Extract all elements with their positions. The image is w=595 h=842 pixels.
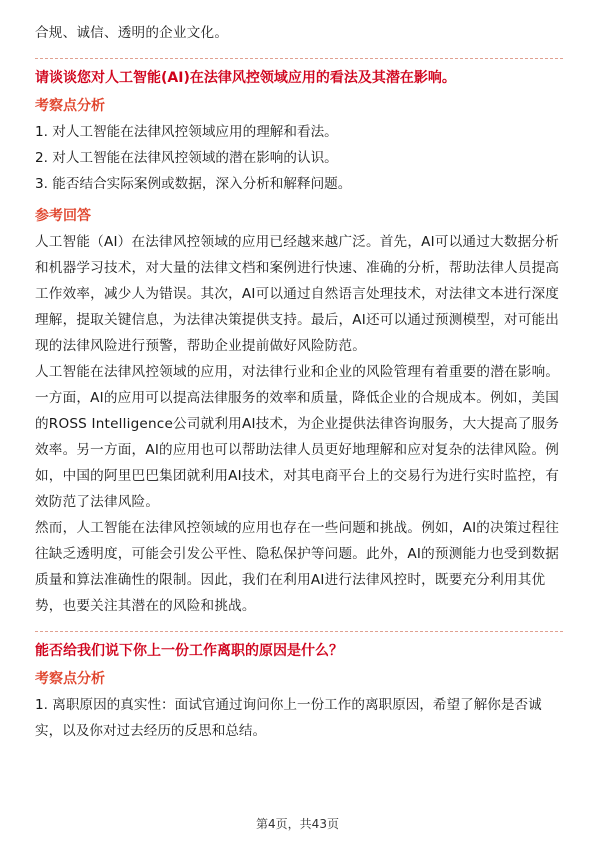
answer-heading: 参考回答 [35,208,91,224]
analysis-heading: 考察点分析 [35,98,105,114]
question-section-ai [35,67,563,619]
question-section-resignation [35,640,563,744]
page-number: 第4页，共43页 [256,817,339,831]
question-title: 请谈谈您对人工智能(AI)在法律风控领域应用的看法及其潜在影响。 [35,70,456,86]
analysis-point: 2. 对人工智能在法律风控领域的潜在影响的认识。 [35,150,338,166]
analysis-point: 3. 能否结合实际案例或数据，深入分析和解释问题。 [35,176,352,192]
answer-paragraph: 人工智能在法律风控领域的应用，对法律行业和企业的风险管理有着重要的潜在影响。一方面，AI的应用可以提高法律服务的效率和质量，降低企业的合规成本。例如，美国的ROSS Intelligence公司就利用AI技术，为企业提供法律咨询服务，大大提高了服务效率。另一方面，AI的应用也可以帮助法律人员更好地理解和应对复杂的法律风险。例如，中国的阿里巴巴集团就利用AI技术，对其电商平台上的交易行为进行实时监控，有效防范了法律风险。 [35,364,560,510]
analysis-point: 1. 对人工智能在法律风控领域应用的理解和看法。 [35,124,338,140]
answer-paragraph: 然而，人工智能在法律风控领域的应用也存在一些问题和挑战。例如，AI的决策过程往往缺乏透明度，可能会引发公平性、隐私保护等问题。此外，AI的预测能力也受到数据质量和算法准确性的限制。因此，我们在利用AI进行法律风控时，既要充分利用其优势，也要关注其潜在的风险和挑战。 [35,520,560,614]
analysis-point: 1. 离职原因的真实性：面试官通过询问你上一份工作的离职原因，希望了解你是否诚实，以及你对过去经历的反思和总结。 [35,697,542,739]
top-text: 合规、诚信、透明的企业文化。 [35,25,229,41]
section-divider [35,631,563,632]
document-page [35,20,563,744]
section-divider [35,58,563,59]
question-title: 能否给我们说下你上一份工作离职的原因是什么？ [35,643,343,659]
analysis-heading: 考察点分析 [35,671,105,687]
answer-paragraph: 人工智能（AI）在法律风控领域的应用已经越来越广泛。首先，AI可以通过大数据分析和机器学习技术，对大量的法律文档和案例进行快速、准确的分析，帮助法律人员提高工作效率，减少人为错误。其次，AI可以通过自然语言处理技术，对法律文本进行深度理解，提取关键信息，为法律决策提供支持。最后，AI还可以通过预测模型，对可能出现的法律风险进行预警，帮助企业提前做好风险防范。 [35,234,560,354]
